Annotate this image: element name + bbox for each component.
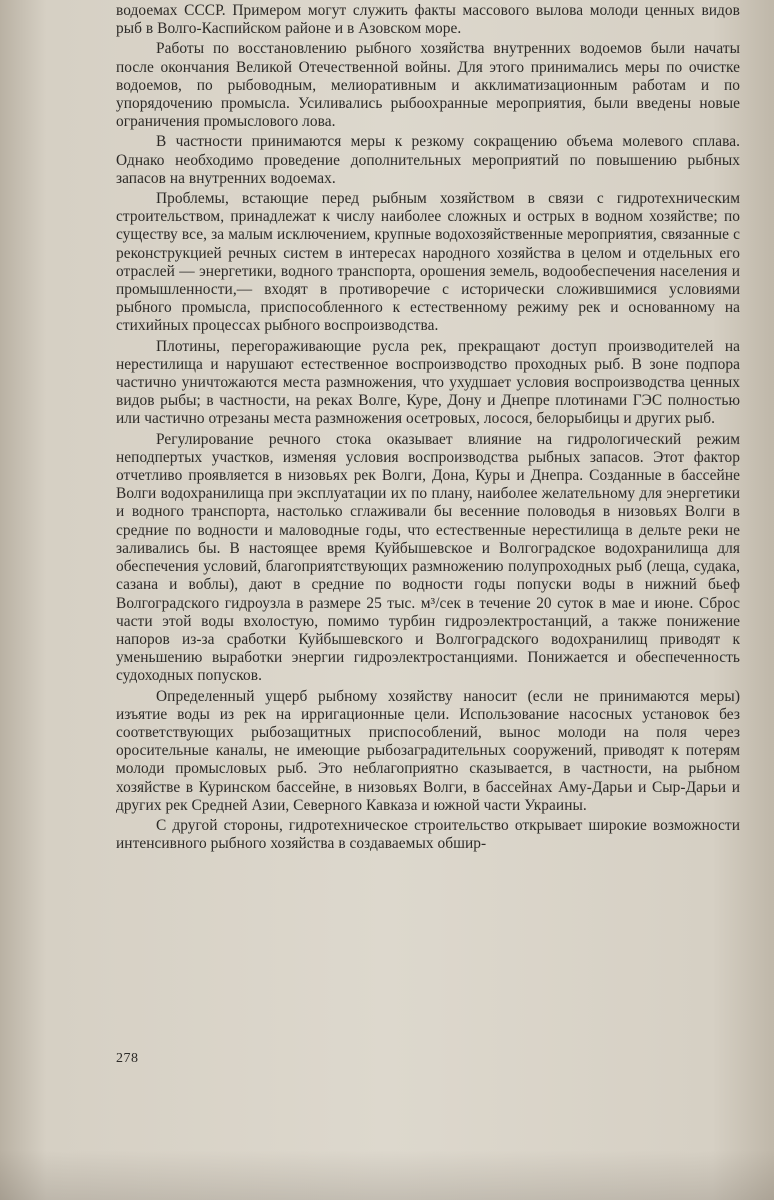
paragraph-opportunities: С другой стороны, гидротехническое строительство открывает широкие возможности интенсивного рыбного хозяйства в создаваемых обшир- [116,816,740,853]
paragraph-restoration-works: Работы по восстановлению рыбного хозяйства внутренних водоемов были начаты после окончания Великой Отечественной войны. Для этого принимались меры по очистке водоемов, по рыбоводным, мелиоративным и акклиматизационным работам и по упорядочению промысла. Усиливались рыбоохранные мероприятия, были введены новые ограничения промыслового лова. [116,40,740,131]
body-text [116,2,740,855]
paragraph-dams: Плотины, перегораживающие русла рек, прекращают доступ производителей на нерестилища и нарушают естественное воспроизводство проходных рыб. В зоне подпора частично уничтожаются места размножения, что ухудшает условия воспроизводства ценных видов рыбы; в частности, на реках Волге, Куре, Дону и Днепре плотинами ГЭС полностью или частично отрезаны места размножения осетровых, лосося, белорыбицы и других рыб. [116,337,740,428]
paragraph-timber-rafting: В частности принимаются меры к резкому сокращению объема молевого сплава. Однако необходимо проведение дополнительных мероприятий по повышению рыбных запасов на внутренних водоемах. [116,133,740,187]
paragraph-continuation: водоемах СССР. Примером могут служить факты массового вылова молоди ценных видов рыб в Волго-Каспийском районе и в Азовском море. [116,2,740,38]
scan-shadow [0,1150,774,1200]
page-number: 278 [116,1051,139,1066]
paragraph-hydro-problems: Проблемы, встающие перед рыбным хозяйством в связи с гидротехническим строительством, принадлежат к числу наиболее сложных и острых в водном хозяйстве; по существу все, за малым исключением, крупные водохозяйственные мероприятия, связанные с реконструкцией речных систем в интересах народного хозяйства в целом и отдельных его отраслей — энергетики, водного транспорта, орошения земель, водообеспечения населения и промышленности,— входят в противоречие с исторически сложившимися условиями рыбного промысла, приспособленного к естественному режиму рек и основанному на стихийных процессах рыбного воспроизводства. [116,190,740,335]
paragraph-flow-regulation: Регулирование речного стока оказывает влияние на гидрологический режим неподпертых участков, изменяя условия воспроизводства рыбных запасов. Этот фактор отчетливо проявляется в низовьях рек Волги, Дона, Куры и Днепра. Созданные в бассейне Волги водохранилища при эксплуатации их по плану, наиболее желательному для энергетики и водного транспорта, настолько сглаживали бы весенние половодья в низовьях Волги в средние по водности и маловодные годы, что естественные нерестилища в дельте реки не заливались бы. В настоящее время Куйбышевское и Волгоградское водохранилища для обеспечения условий, благоприятствующих размножению полупроходных рыб (леща, судака, сазана и воблы), дают в средние по водности годы попуски воды в нижний бьеф Волгоградского гидроузла в размере 25 тыс. м³/сек в течение 20 суток в мае и июне. Сброс части этой воды вхолостую, помимо турбин гидроэлектростанций, а также понижение напоров из-за сработки Куйбышевского и Волгоградского водохранилищ приводят к уменьшению выработки энергии гидроэлектростанциями. Понижается и обеспеченность судоходных попусков. [116,430,740,685]
paragraph-irrigation-damage: Определенный ущерб рыбному хозяйству наносит (если не принимаются меры) изъятие воды из рек на ирригационные цели. Использование насосных установок без соответствующих рыбозащитных приспособлений, вынос молоди на поля через оросительные каналы, не имеющие рыбозаградительных сооружений, приводят к потерям молоди промысловых рыб. Это неблагоприятно сказывается, в частности, на рыбном хозяйстве в Куринском бассейне, в низовьях Волги, в бассейнах Аму-Дарьи и Сыр-Дарьи и других рек Средней Азии, Северного Кавказа и южной части Украины. [116,687,740,814]
